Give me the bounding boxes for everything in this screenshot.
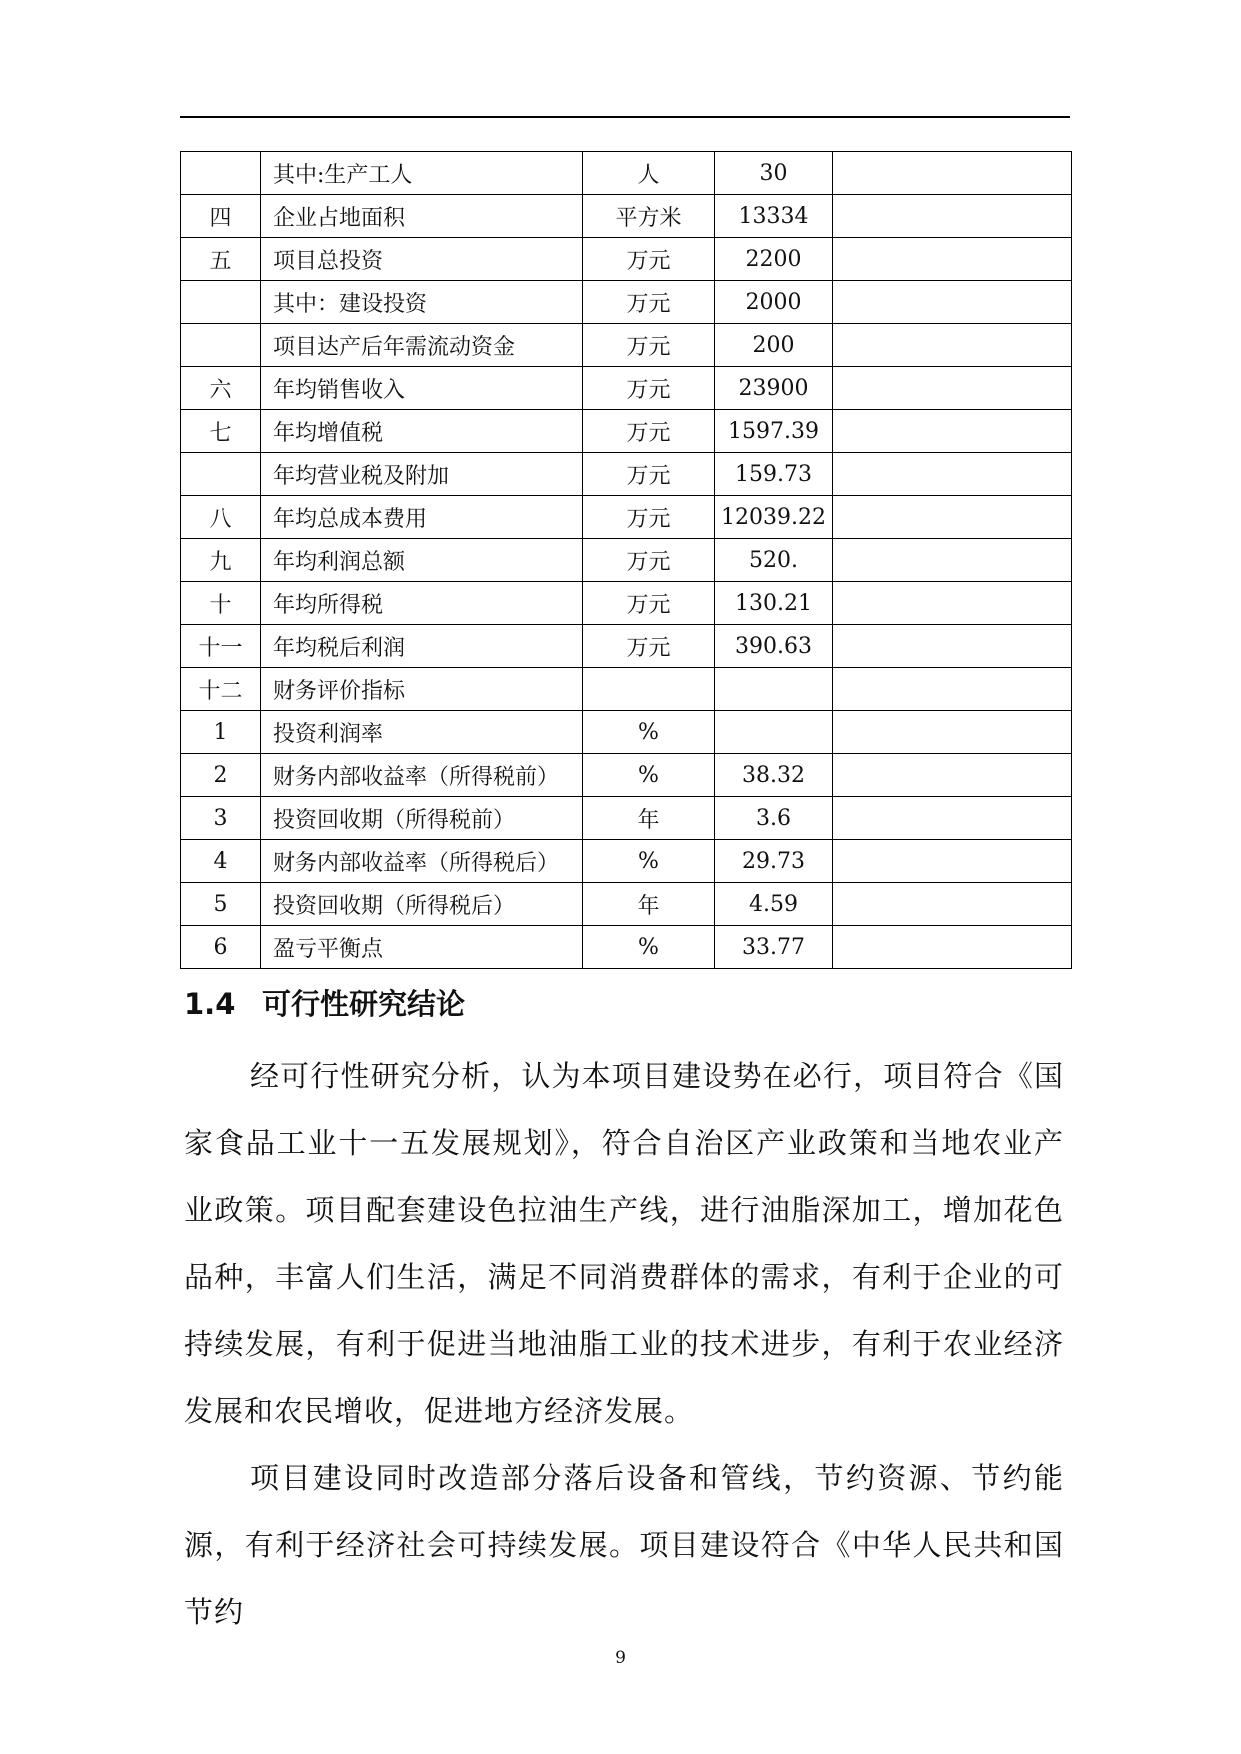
table-cell-note: [833, 367, 1072, 410]
table-cell-note: [833, 926, 1072, 969]
table-cell-item: 年均所得税: [261, 582, 583, 625]
table-cell-item: 年均增值税: [261, 410, 583, 453]
table-row: [181, 238, 1072, 281]
table-cell-note: [833, 539, 1072, 582]
table-row: [181, 625, 1072, 668]
table-cell-note: [833, 840, 1072, 883]
table-cell-unit: 万元: [583, 453, 715, 496]
table-cell-seq: 四: [181, 195, 261, 238]
table-cell-note: [833, 324, 1072, 367]
table-cell-item: 其中：建设投资: [261, 281, 583, 324]
table-cell-note: [833, 883, 1072, 926]
table-row: [181, 281, 1072, 324]
table-cell-note: [833, 797, 1072, 840]
table-cell-note: [833, 625, 1072, 668]
table-row: [181, 539, 1072, 582]
table-cell-unit: 万元: [583, 582, 715, 625]
table-cell-item: 财务评价指标: [261, 668, 583, 711]
table-cell-seq: [181, 324, 261, 367]
table-cell-value: 38.32: [715, 754, 833, 797]
table-cell-item: 年均税后利润: [261, 625, 583, 668]
table-cell-seq: 6: [181, 926, 261, 969]
table-cell-value: 3.6: [715, 797, 833, 840]
table-cell-value: [715, 711, 833, 754]
table-cell-seq: 5: [181, 883, 261, 926]
table-cell-seq: 1: [181, 711, 261, 754]
table-row: [181, 453, 1072, 496]
table-cell-value: 4.59: [715, 883, 833, 926]
table-cell-note: [833, 195, 1072, 238]
table-cell-seq: [181, 453, 261, 496]
table-row: [181, 883, 1072, 926]
table-cell-unit: 年: [583, 797, 715, 840]
table-cell-unit: 万元: [583, 539, 715, 582]
table-cell-note: [833, 496, 1072, 539]
table-cell-value: 200: [715, 324, 833, 367]
table-cell-value: 1597.39: [715, 410, 833, 453]
table-cell-unit: 万元: [583, 367, 715, 410]
table-cell-item: 年均营业税及附加: [261, 453, 583, 496]
section-title: 可行性研究结论: [262, 987, 466, 1021]
table-row: [181, 496, 1072, 539]
table-cell-unit: %: [583, 711, 715, 754]
table-cell-unit: 平方米: [583, 195, 715, 238]
table-cell-note: [833, 754, 1072, 797]
table-cell-value: 29.73: [715, 840, 833, 883]
table-cell-unit: 万元: [583, 324, 715, 367]
table-cell-seq: 九: [181, 539, 261, 582]
table-cell-seq: 2: [181, 754, 261, 797]
table-cell-unit: 万元: [583, 238, 715, 281]
table-cell-value: 30: [715, 152, 833, 195]
table-row: [181, 754, 1072, 797]
table-row: [181, 152, 1072, 195]
table-cell-seq: 3: [181, 797, 261, 840]
table-cell-value: 520.: [715, 539, 833, 582]
table-cell-value: 13334: [715, 195, 833, 238]
table-cell-item: 年均销售收入: [261, 367, 583, 410]
table-cell-unit: 万元: [583, 496, 715, 539]
table-cell-seq: 十二: [181, 668, 261, 711]
table-row: [181, 410, 1072, 453]
table-cell-seq: 五: [181, 238, 261, 281]
table-cell-item: 企业占地面积: [261, 195, 583, 238]
table-cell-value: 23900: [715, 367, 833, 410]
table-cell-unit: %: [583, 754, 715, 797]
table-cell-seq: 七: [181, 410, 261, 453]
table-cell-item: 年均利润总额: [261, 539, 583, 582]
table-cell-note: [833, 410, 1072, 453]
table-cell-item: 投资回收期（所得税后）: [261, 883, 583, 926]
table-row: [181, 840, 1072, 883]
page-number: 9: [615, 1648, 626, 1668]
table-cell-value: 390.63: [715, 625, 833, 668]
table-row: [181, 582, 1072, 625]
table-cell-seq: 六: [181, 367, 261, 410]
table-cell-value: 2200: [715, 238, 833, 281]
table-cell-unit: 年: [583, 883, 715, 926]
table-cell-unit: 万元: [583, 281, 715, 324]
table-cell-item: 项目达产后年需流动资金: [261, 324, 583, 367]
table-cell-unit: %: [583, 926, 715, 969]
table-cell-item: 财务内部收益率（所得税后）: [261, 840, 583, 883]
table-row: [181, 926, 1072, 969]
table-cell-item: 盈亏平衡点: [261, 926, 583, 969]
body-paragraph: 经可行性研究分析，认为本项目建设势在必行，项目符合《国家食品工业十一五发展规划》，符合自治区产业政策和当地农业产业政策。项目配套建设色拉油生产线，进行油脂深加工，增加花色品种，丰富人们生活，满足不同消费群体的需求，有利于企业的可持续发展，有利于促进当地油脂工业的技术进步，有利于农业经济发展和农民增收，促进地方经济发展。: [184, 1059, 1064, 1428]
table-cell-note: [833, 582, 1072, 625]
table-cell-unit: 万元: [583, 625, 715, 668]
section-heading: [184, 982, 465, 1023]
table-cell-unit: 万元: [583, 410, 715, 453]
table-cell-item: 投资回收期（所得税前）: [261, 797, 583, 840]
project-summary-table: [180, 151, 1072, 969]
section-number: 1.4: [184, 987, 236, 1021]
table-row: [181, 324, 1072, 367]
table-cell-value: 33.77: [715, 926, 833, 969]
table-cell-note: [833, 453, 1072, 496]
table-cell-seq: 八: [181, 496, 261, 539]
table-cell-unit: 人: [583, 152, 715, 195]
table-row: [181, 367, 1072, 410]
table-cell-seq: [181, 152, 261, 195]
table-cell-note: [833, 281, 1072, 324]
table-cell-value: 12039.22: [715, 496, 833, 539]
table-row: [181, 711, 1072, 754]
table-cell-seq: 十: [181, 582, 261, 625]
table-row: [181, 797, 1072, 840]
table-cell-item: 年均总成本费用: [261, 496, 583, 539]
table-cell-item: 其中:生产工人: [261, 152, 583, 195]
table-row: [181, 195, 1072, 238]
table-cell-note: [833, 668, 1072, 711]
table-cell-note: [833, 238, 1072, 281]
table-cell-seq: [181, 281, 261, 324]
table-row: [181, 668, 1072, 711]
table-cell-note: [833, 711, 1072, 754]
body-paragraph: 项目建设同时改造部分落后设备和管线，节约资源、节约能源，有利于经济社会可持续发展。项目建设符合《中华人民共和国节约: [184, 1461, 1064, 1629]
table-cell-seq: 4: [181, 840, 261, 883]
table-cell-item: 项目总投资: [261, 238, 583, 281]
header-rule: [180, 116, 1070, 118]
table-cell-value: 2000: [715, 281, 833, 324]
table-cell-unit: [583, 668, 715, 711]
table-cell-note: [833, 152, 1072, 195]
table-cell-value: 130.21: [715, 582, 833, 625]
table-cell-unit: %: [583, 840, 715, 883]
table-cell-item: 投资利润率: [261, 711, 583, 754]
table-cell-item: 财务内部收益率（所得税前）: [261, 754, 583, 797]
table-cell-value: [715, 668, 833, 711]
table-cell-seq: 十一: [181, 625, 261, 668]
table-cell-value: 159.73: [715, 453, 833, 496]
table-body: [181, 152, 1072, 969]
